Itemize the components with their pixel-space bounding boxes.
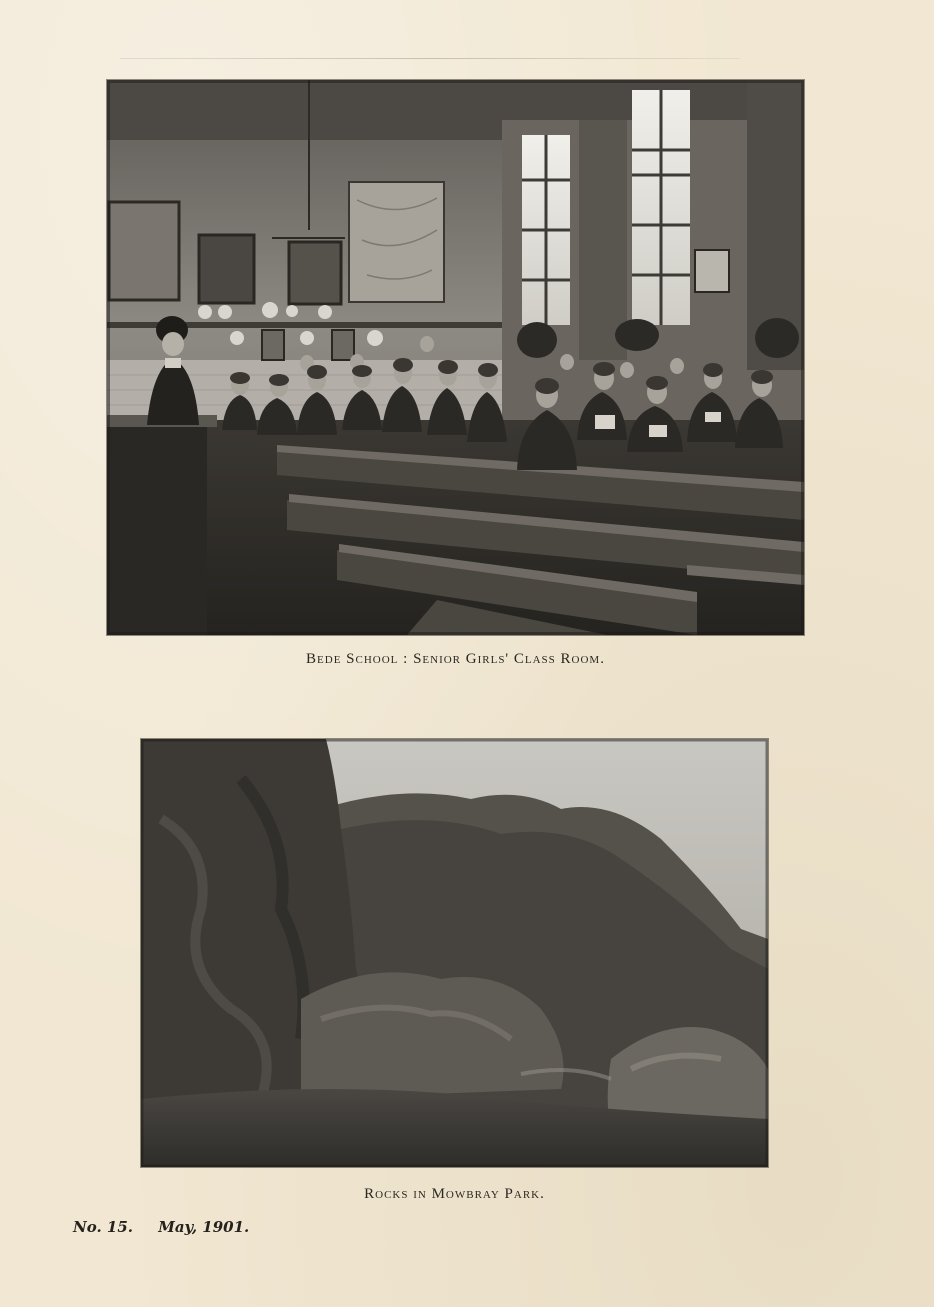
classroom-caption: Bede School : Senior Girls' Class Room. [306,651,605,667]
classroom-photo-image [107,80,804,635]
rocks-photo-image [141,739,768,1167]
rocks-caption: Rocks in Mowbray Park. [364,1186,545,1202]
classroom-photo [107,80,804,635]
show-through-line [120,58,740,59]
issue-date: May, 1901. [158,1218,250,1236]
issue-number: No. 15. [73,1218,133,1236]
page-footer [73,1218,269,1236]
rocks-photo [141,739,768,1167]
